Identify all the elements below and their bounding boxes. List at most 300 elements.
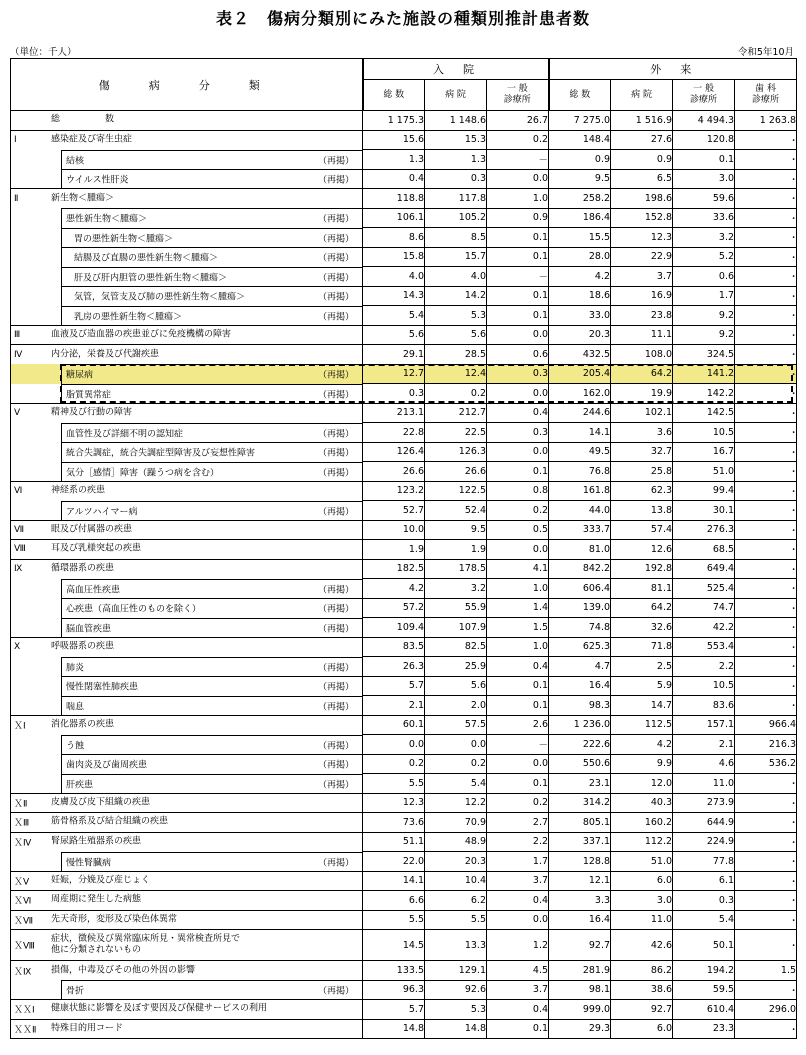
- value-cell: 33.0: [549, 306, 611, 326]
- disease-label: 呼吸器系の疾患: [51, 641, 115, 652]
- disease-label: 慢性腎臓病: [66, 858, 112, 868]
- category-code: Ⅰ: [14, 135, 17, 145]
- disease-label: 高血圧性疾患: [66, 585, 121, 596]
- value-cell: 57.4: [611, 520, 673, 540]
- value-cell: ･: [735, 871, 797, 891]
- table-row: [11, 793, 797, 813]
- disease-cell: [11, 540, 363, 560]
- saikei-label: （再掲）: [317, 702, 354, 712]
- disease-cell: [11, 598, 363, 618]
- value-cell: 244.6: [549, 403, 611, 423]
- value-cell: 0.4: [487, 657, 549, 677]
- value-cell: 610.4: [673, 1000, 735, 1020]
- value-cell: 4 494.3: [673, 111, 735, 131]
- disease-cell: [11, 384, 363, 404]
- value-cell: －: [487, 150, 549, 170]
- value-cell: 8.5: [425, 228, 487, 248]
- value-cell: 966.4: [735, 715, 797, 735]
- disease-label: 特殊目的用コード: [51, 1023, 124, 1034]
- value-cell: 6.0: [611, 1019, 673, 1039]
- value-cell: 57.2: [363, 598, 425, 618]
- disease-label: 周産期に発生した病態: [51, 894, 142, 905]
- value-cell: 83.6: [673, 696, 735, 716]
- value-cell: 112.2: [611, 832, 673, 852]
- disease-cell: [11, 462, 363, 482]
- value-cell: 161.8: [549, 481, 611, 501]
- disease-label: 眼及び付属器の疾患: [51, 524, 133, 535]
- disease-cell: [11, 910, 363, 930]
- table-subrow: [11, 423, 797, 443]
- table-subrow: [11, 286, 797, 306]
- value-cell: 122.5: [425, 481, 487, 501]
- disease-label: 歯肉炎及び歯周疾患: [66, 760, 148, 771]
- value-cell: ･: [735, 696, 797, 716]
- disease-cell: [11, 208, 363, 228]
- disease-cell: [11, 793, 363, 813]
- value-cell: 222.6: [549, 735, 611, 755]
- value-cell: ･: [735, 403, 797, 423]
- value-cell: 1 516.9: [611, 111, 673, 131]
- table-row: [11, 481, 797, 501]
- value-cell: 92.7: [549, 930, 611, 961]
- value-cell: 10.5: [673, 423, 735, 443]
- value-cell: ･: [735, 852, 797, 872]
- table-row: [11, 520, 797, 540]
- value-cell: 12.1: [549, 871, 611, 891]
- table-subrow: [11, 208, 797, 228]
- value-cell: 129.1: [425, 961, 487, 981]
- value-cell: 553.4: [673, 637, 735, 657]
- saikei-label: （再掲）: [317, 175, 354, 186]
- value-cell: ･: [735, 793, 797, 813]
- category-code: Ⅷ: [14, 544, 26, 555]
- table-row: [11, 715, 797, 735]
- disease-cell: [11, 286, 363, 306]
- disease-label: 消化器系の疾患: [51, 719, 115, 730]
- value-cell: 0.2: [425, 754, 487, 774]
- value-cell: 52.4: [425, 501, 487, 521]
- value-cell: 42.6: [611, 930, 673, 961]
- disease-label: 乳房の悪性新生物＜腫瘍＞: [74, 312, 183, 322]
- value-cell: 26.6: [425, 462, 487, 482]
- value-cell: 1.7: [487, 852, 549, 872]
- value-cell: 5.7: [363, 1000, 425, 1020]
- value-cell: 0.2: [487, 501, 549, 521]
- value-cell: 4.2: [611, 735, 673, 755]
- value-cell: 198.6: [611, 189, 673, 209]
- value-cell: 92.6: [425, 980, 487, 1000]
- column-header: 病 院: [611, 80, 673, 111]
- value-cell: 5.6: [425, 325, 487, 345]
- patient-table: [10, 58, 797, 1039]
- value-cell: 0.0: [487, 442, 549, 462]
- disease-label: 症状，徴候及び異常臨床所見・異常検査所見で 他に分類されないもの: [51, 934, 241, 955]
- value-cell: 81.1: [611, 579, 673, 599]
- value-cell: 22.0: [363, 852, 425, 872]
- value-cell: ･: [735, 520, 797, 540]
- value-cell: 5.3: [425, 1000, 487, 1020]
- value-cell: 1.5: [487, 618, 549, 638]
- value-cell: 5.5: [363, 774, 425, 794]
- value-cell: 32.6: [611, 618, 673, 638]
- value-cell: 14.7: [611, 696, 673, 716]
- disease-label: 喘息: [66, 702, 85, 712]
- value-cell: 0.0: [487, 910, 549, 930]
- value-cell: 152.8: [611, 208, 673, 228]
- value-cell: 20.3: [425, 852, 487, 872]
- value-cell: 4.0: [425, 267, 487, 287]
- value-cell: 6.2: [425, 891, 487, 911]
- value-cell: 13.3: [425, 930, 487, 961]
- value-cell: ･: [735, 247, 797, 267]
- value-cell: 273.9: [673, 793, 735, 813]
- value-cell: 0.1: [487, 676, 549, 696]
- value-cell: ･: [735, 481, 797, 501]
- category-code: ＸⅧ: [14, 941, 35, 952]
- table-row: [11, 559, 797, 579]
- value-cell: 22.5: [425, 423, 487, 443]
- value-cell: 11.0: [673, 774, 735, 794]
- value-cell: 12.7: [363, 364, 425, 384]
- column-header: 総 数: [363, 80, 425, 111]
- disease-label: 循環器系の疾患: [51, 563, 115, 574]
- value-cell: 0.0: [425, 735, 487, 755]
- saikei-label: （再掲）: [317, 156, 354, 167]
- unit-label: （単位：千人）: [10, 47, 77, 58]
- value-cell: 160.2: [611, 813, 673, 833]
- disease-cell: [11, 501, 363, 521]
- value-cell: 1 263.8: [735, 111, 797, 131]
- disease-cell: [11, 891, 363, 911]
- value-cell: 0.3: [363, 384, 425, 404]
- table-subrow: [11, 228, 797, 248]
- disease-label: アルツハイマー病: [66, 507, 138, 517]
- value-cell: 141.2: [673, 364, 735, 384]
- value-cell: ･: [735, 364, 797, 384]
- value-cell: 0.0: [487, 754, 549, 774]
- category-code: ＸⅠ: [14, 721, 26, 732]
- value-cell: 48.9: [425, 832, 487, 852]
- disease-cell: [11, 930, 363, 961]
- disease-cell: [11, 306, 363, 326]
- category-code: Ⅵ: [14, 486, 23, 496]
- disease-label: 損傷，中毒及びその他の外因の影響: [51, 965, 196, 975]
- disease-label: 内分泌，栄養及び代謝疾患: [51, 349, 160, 359]
- value-cell: ･: [735, 345, 797, 365]
- value-cell: 5.4: [425, 774, 487, 794]
- value-cell: 40.3: [611, 793, 673, 813]
- value-cell: 15.5: [549, 228, 611, 248]
- disease-label: う蝕: [66, 741, 85, 752]
- value-cell: 105.2: [425, 208, 487, 228]
- value-cell: 6.1: [673, 871, 735, 891]
- value-cell: 1 148.6: [425, 111, 487, 131]
- disease-cell: [11, 676, 363, 696]
- value-cell: 432.5: [549, 345, 611, 365]
- table-subrow: [11, 462, 797, 482]
- value-cell: 4.2: [363, 579, 425, 599]
- value-cell: 9.5: [425, 520, 487, 540]
- value-cell: 3.0: [611, 891, 673, 911]
- value-cell: 333.7: [549, 520, 611, 540]
- value-cell: 805.1: [549, 813, 611, 833]
- disease-cell: [11, 325, 363, 345]
- value-cell: 6.0: [611, 871, 673, 891]
- value-cell: 0.1: [487, 228, 549, 248]
- disease-label: 結核: [66, 156, 85, 167]
- disease-cell: [11, 735, 363, 755]
- value-cell: 12.2: [425, 793, 487, 813]
- value-cell: 0.2: [425, 384, 487, 404]
- value-cell: ･: [735, 208, 797, 228]
- value-cell: －: [487, 735, 549, 755]
- saikei-label: （再掲）: [317, 986, 354, 997]
- value-cell: 76.8: [549, 462, 611, 482]
- value-cell: 0.3: [487, 423, 549, 443]
- value-cell: 51.0: [611, 852, 673, 872]
- value-cell: 842.2: [549, 559, 611, 579]
- category-code: Ⅱ: [14, 193, 19, 204]
- table-subrow: [11, 384, 797, 404]
- saikei-label: （再掲）: [317, 390, 354, 400]
- value-cell: 3.7: [487, 871, 549, 891]
- value-cell: 86.2: [611, 961, 673, 981]
- disease-cell: [11, 559, 363, 579]
- table-row: [11, 832, 797, 852]
- value-cell: 3.7: [487, 980, 549, 1000]
- value-cell: 1.3: [363, 150, 425, 170]
- value-cell: ･: [735, 384, 797, 404]
- value-cell: 64.2: [611, 364, 673, 384]
- value-cell: 324.5: [673, 345, 735, 365]
- disease-label: 神経系の疾患: [51, 485, 106, 496]
- disease-cell: [11, 267, 363, 287]
- value-cell: 0.0: [363, 735, 425, 755]
- value-cell: 1.2: [487, 930, 549, 961]
- value-cell: 0.0: [487, 169, 549, 189]
- value-cell: 5.4: [363, 306, 425, 326]
- value-cell: 194.2: [673, 961, 735, 981]
- disease-cell: [11, 442, 363, 462]
- value-cell: ･: [735, 930, 797, 961]
- category-code: ＸⅤ: [14, 877, 30, 888]
- saikei-label: （再掲）: [317, 273, 354, 284]
- disease-label: 総 数: [51, 114, 115, 125]
- value-cell: 68.5: [673, 540, 735, 560]
- value-cell: 126.3: [425, 442, 487, 462]
- value-cell: 1.9: [425, 540, 487, 560]
- value-cell: ･: [735, 598, 797, 618]
- value-cell: 92.7: [611, 1000, 673, 1020]
- category-code: ＸⅣ: [14, 838, 32, 849]
- value-cell: 3.2: [673, 228, 735, 248]
- disease-cell: [11, 852, 363, 872]
- value-cell: 337.1: [549, 832, 611, 852]
- value-cell: 1 236.0: [549, 715, 611, 735]
- value-cell: 120.8: [673, 130, 735, 150]
- value-cell: 12.4: [425, 364, 487, 384]
- saikei-label: （再掲）: [317, 624, 354, 634]
- value-cell: 99.4: [673, 481, 735, 501]
- disease-cell: [11, 423, 363, 443]
- value-cell: 258.2: [549, 189, 611, 209]
- value-cell: ･: [735, 637, 797, 657]
- value-cell: 0.0: [487, 325, 549, 345]
- table-row: [11, 403, 797, 423]
- value-cell: 5.9: [611, 676, 673, 696]
- inpatient-header: 入 院: [363, 59, 549, 80]
- value-cell: ･: [735, 618, 797, 638]
- value-cell: 139.0: [549, 598, 611, 618]
- disease-label: 慢性閉塞性肺疾患: [66, 682, 139, 693]
- value-cell: 14.2: [425, 286, 487, 306]
- value-cell: 10.0: [363, 520, 425, 540]
- disease-label: 糖尿病: [66, 370, 94, 381]
- value-cell: 5.5: [425, 910, 487, 930]
- value-cell: 62.3: [611, 481, 673, 501]
- value-cell: 26.7: [487, 111, 549, 131]
- table-subrow: [11, 598, 797, 618]
- disease-label: 骨折: [66, 986, 85, 997]
- column-header: 歯 科 診療所: [735, 80, 797, 111]
- value-cell: 15.8: [363, 247, 425, 267]
- value-cell: 1.5: [735, 961, 797, 981]
- disease-label: 健康状態に影響を及ぼす要因及び保健サービスの利用: [51, 1003, 268, 1014]
- value-cell: 1.9: [363, 540, 425, 560]
- table-subrow: [11, 306, 797, 326]
- value-cell: ･: [735, 774, 797, 794]
- disease-label: 肺炎: [66, 663, 85, 674]
- value-cell: －: [487, 267, 549, 287]
- table-subrow: [11, 579, 797, 599]
- value-cell: 25.9: [425, 657, 487, 677]
- value-cell: 0.1: [487, 462, 549, 482]
- page-title: 表２ 傷病分類別にみた施設の種類別推計患者数: [215, 9, 590, 28]
- value-cell: 25.8: [611, 462, 673, 482]
- disease-cell: [11, 961, 363, 981]
- value-cell: 205.4: [549, 364, 611, 384]
- value-cell: 64.2: [611, 598, 673, 618]
- value-cell: 5.7: [363, 676, 425, 696]
- disease-label: 新生物＜腫瘍＞: [51, 193, 115, 203]
- table-row: [11, 345, 797, 365]
- category-code: Ⅴ: [14, 408, 21, 418]
- value-cell: ･: [735, 891, 797, 911]
- value-cell: 0.0: [487, 384, 549, 404]
- value-cell: 0.4: [487, 891, 549, 911]
- value-cell: 0.3: [425, 169, 487, 189]
- value-cell: ･: [735, 286, 797, 306]
- value-cell: 148.4: [549, 130, 611, 150]
- value-cell: 3.2: [425, 579, 487, 599]
- category-code: ＸⅨ: [14, 967, 32, 977]
- value-cell: 536.2: [735, 754, 797, 774]
- value-cell: 5.5: [363, 910, 425, 930]
- disease-label: 血管性及び詳細不明の認知症: [66, 429, 184, 440]
- value-cell: 19.9: [611, 384, 673, 404]
- value-cell: ･: [735, 832, 797, 852]
- value-cell: 98.3: [549, 696, 611, 716]
- value-cell: 9.9: [611, 754, 673, 774]
- disease-label: 脳血管疾患: [66, 624, 112, 634]
- value-cell: 1.3: [425, 150, 487, 170]
- value-cell: 0.1: [487, 696, 549, 716]
- table-row: [11, 930, 797, 961]
- saikei-label: （再掲）: [317, 858, 354, 868]
- value-cell: 74.8: [549, 618, 611, 638]
- value-cell: 0.9: [487, 208, 549, 228]
- value-cell: 7 275.0: [549, 111, 611, 131]
- value-cell: ･: [735, 169, 797, 189]
- disease-cell: [11, 832, 363, 852]
- value-cell: 109.4: [363, 618, 425, 638]
- saikei-label: （再掲）: [317, 780, 354, 790]
- disease-label: ウイルス性肝炎: [66, 175, 129, 186]
- value-cell: 15.7: [425, 247, 487, 267]
- value-cell: 5.6: [425, 676, 487, 696]
- value-cell: ･: [735, 910, 797, 930]
- table-subrow: [11, 657, 797, 677]
- value-cell: 2.7: [487, 813, 549, 833]
- value-cell: 128.8: [549, 852, 611, 872]
- value-cell: 0.6: [487, 345, 549, 365]
- category-code: Ⅶ: [14, 524, 25, 535]
- value-cell: 2.1: [673, 735, 735, 755]
- value-cell: 18.6: [549, 286, 611, 306]
- value-cell: 27.6: [611, 130, 673, 150]
- disease-label: 結腸及び直腸の悪性新生物＜腫瘍＞: [74, 253, 219, 264]
- disease-label: 耳及び乳様突起の疾患: [51, 543, 142, 554]
- value-cell: 22.8: [363, 423, 425, 443]
- value-cell: 14.5: [363, 930, 425, 961]
- table-subrow: [11, 754, 797, 774]
- value-cell: 77.8: [673, 852, 735, 872]
- value-cell: 1.4: [487, 598, 549, 618]
- value-cell: ･: [735, 267, 797, 287]
- value-cell: 57.5: [425, 715, 487, 735]
- table-row: [11, 540, 797, 560]
- value-cell: 118.8: [363, 189, 425, 209]
- disease-cell: [11, 403, 363, 423]
- value-cell: 51.0: [673, 462, 735, 482]
- disease-cell: [11, 520, 363, 540]
- disease-label: 先天奇形，変形及び染色体異常: [51, 914, 178, 925]
- value-cell: 2.2: [487, 832, 549, 852]
- table-row: [11, 637, 797, 657]
- category-header: 傷 病 分 類: [11, 59, 363, 111]
- disease-cell: [11, 169, 363, 189]
- value-cell: 8.6: [363, 228, 425, 248]
- value-cell: 12.3: [611, 228, 673, 248]
- disease-label: 胃の悪性新生物＜腫瘍＞: [74, 234, 174, 245]
- value-cell: ･: [735, 657, 797, 677]
- disease-cell: [11, 980, 363, 1000]
- value-cell: 0.8: [487, 481, 549, 501]
- value-cell: 20.3: [549, 325, 611, 345]
- value-cell: 0.9: [549, 150, 611, 170]
- value-cell: 281.9: [549, 961, 611, 981]
- saikei-label: （再掲）: [317, 312, 354, 322]
- value-cell: 117.8: [425, 189, 487, 209]
- category-code: Ⅹ: [14, 642, 21, 652]
- value-cell: 178.5: [425, 559, 487, 579]
- table-row: [11, 961, 797, 981]
- value-cell: 28.0: [549, 247, 611, 267]
- value-cell: 15.6: [363, 130, 425, 150]
- disease-cell: [11, 774, 363, 794]
- value-cell: 133.5: [363, 961, 425, 981]
- disease-cell: [11, 247, 363, 267]
